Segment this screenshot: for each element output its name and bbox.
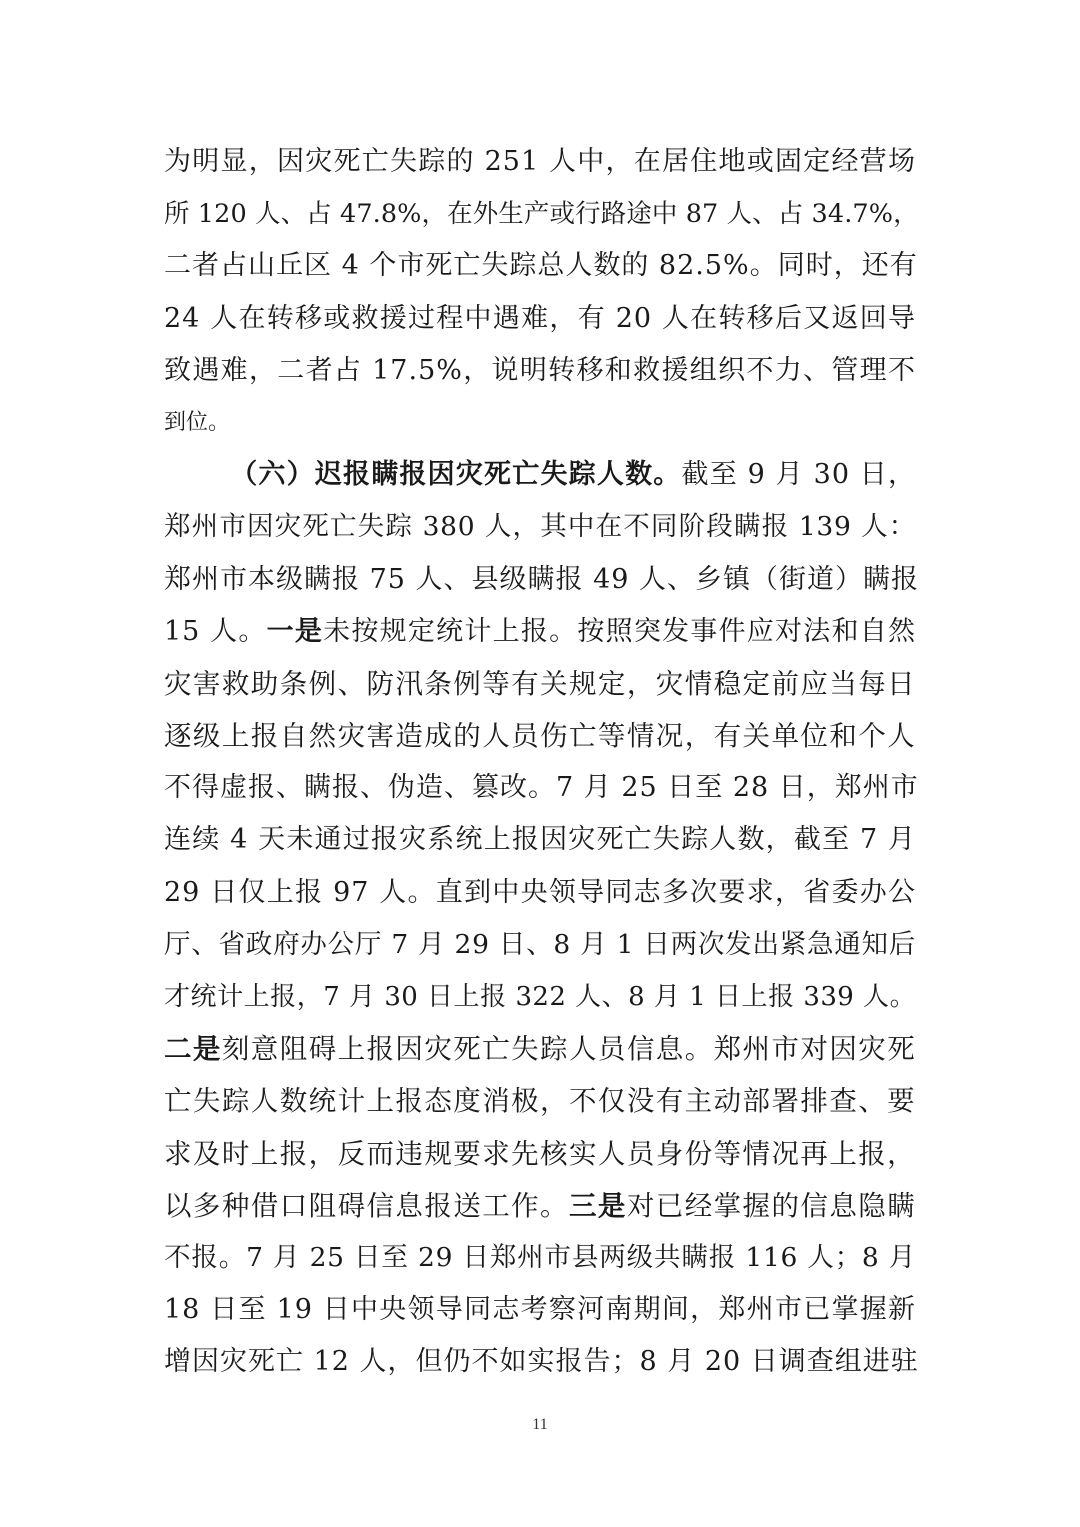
text-line bbox=[164, 136, 916, 188]
bold-heading-text: 三是 bbox=[568, 1189, 627, 1222]
text-segment: 到位。 bbox=[164, 409, 231, 435]
text-line bbox=[164, 606, 916, 658]
text-line bbox=[164, 1284, 916, 1336]
text-segment: 18 日至 19 日中央领导同志考察河南期间，郑州市已掌握新 bbox=[164, 1294, 916, 1326]
text-segment: 截至 9 月 30 日， bbox=[681, 459, 916, 491]
bold-heading-text: （六）迟报瞒报因灾死亡失踪人数。 bbox=[230, 459, 682, 491]
text-segment: 为明显，因灾死亡失踪的 251 人中，在居住地或固定经营场 bbox=[164, 146, 916, 177]
text-segment: 求及时上报，反而违规要求先核实人员身份等情况再上报， bbox=[164, 1137, 916, 1170]
text-segment: 灾害救助条例、防汛条例等有关规定，灾情稳定前应当每日 bbox=[164, 667, 916, 700]
text-segment: 未按规定统计上报。按照突发事件应对法和自然 bbox=[323, 615, 916, 647]
text-line bbox=[164, 554, 920, 606]
page-number: 11 bbox=[532, 1416, 548, 1433]
text-line bbox=[164, 971, 916, 1023]
text-line bbox=[164, 240, 916, 292]
text-segment: 对已经掌握的信息隐瞒 bbox=[626, 1189, 916, 1222]
text-line bbox=[164, 814, 916, 866]
text-segment: 亡失踪人数统计上报态度消极，不仅没有主动部署排查、要 bbox=[164, 1085, 916, 1118]
text-segment: 才统计上报，7 月 30 日上报 322 人、8 月 1 日上报 339 人。 bbox=[164, 982, 916, 1012]
text-segment: 逐级上报自然灾害造成的人员伤亡等情况，有关单位和个人 bbox=[164, 720, 916, 753]
text-segment: 以多种借口阻碍信息报送工作。 bbox=[164, 1189, 569, 1222]
text-segment: 不得虚报、瞒报、伪造、篡改。7 月 25 日至 28 日，郑州市 bbox=[164, 772, 919, 804]
text-segment: 致遇难，二者占 17.5%，说明转移和救援组织不力、管理不 bbox=[164, 354, 916, 386]
text-segment: 15 人。 bbox=[164, 615, 267, 647]
text-line bbox=[164, 501, 916, 553]
text-line bbox=[164, 762, 919, 814]
bold-heading-text: 二是 bbox=[164, 1033, 222, 1066]
text-line bbox=[164, 710, 916, 762]
text-line bbox=[164, 1180, 916, 1232]
text-segment: 二者占山丘区 4 个市死亡失踪总人数的 82.5%。同时，还有 bbox=[164, 250, 918, 282]
text-segment: 厅、省政府办公厅 7 月 29 日、8 月 1 日两次发出紧急通知后 bbox=[164, 928, 916, 960]
text-segment: 增因灾死亡 12 人，但仍不如实报告；8 月 20 日调查组进驻 bbox=[164, 1346, 919, 1378]
text-line bbox=[164, 658, 916, 710]
text-segment: 郑州市因灾死亡失踪 380 人，其中在不同阶段瞒报 139 人： bbox=[164, 511, 916, 543]
body-text bbox=[164, 136, 924, 1389]
text-segment: 郑州市本级瞒报 75 人、县级瞒报 49 人、乡镇（街道）瞒报 bbox=[164, 563, 920, 595]
text-line bbox=[164, 919, 916, 971]
text-line bbox=[164, 345, 916, 397]
text-segment: 所 120 人、占 47.8%，在外生产或行路途中 87 人、占 34.7%， bbox=[164, 199, 919, 230]
text-line bbox=[164, 293, 916, 345]
text-segment: 刻意阻碍上报因灾死亡失踪人员信息。郑州市对因灾死 bbox=[221, 1033, 916, 1066]
text-segment: 不报。7 月 25 日至 29 日郑州市县两级共瞒报 116 人；8 月 bbox=[164, 1241, 916, 1273]
text-segment: 连续 4 天未通过报灾系统上报因灾死亡失踪人数，截至 7 月 bbox=[164, 824, 916, 856]
text-line bbox=[164, 1128, 916, 1180]
text-line bbox=[164, 1023, 916, 1075]
text-line bbox=[164, 397, 924, 449]
text-line bbox=[164, 1336, 919, 1388]
text-line bbox=[164, 188, 919, 240]
bold-heading-text: 一是 bbox=[266, 615, 324, 647]
text-line bbox=[164, 449, 916, 501]
text-segment: 29 日仅上报 97 人。直到中央领导同志多次要求，省委办公 bbox=[164, 876, 916, 908]
text-line bbox=[164, 1232, 916, 1284]
text-line bbox=[164, 867, 916, 919]
text-segment: 24 人在转移或救援过程中遇难，有 20 人在转移后又返回导 bbox=[164, 302, 916, 334]
text-line bbox=[164, 1075, 916, 1127]
